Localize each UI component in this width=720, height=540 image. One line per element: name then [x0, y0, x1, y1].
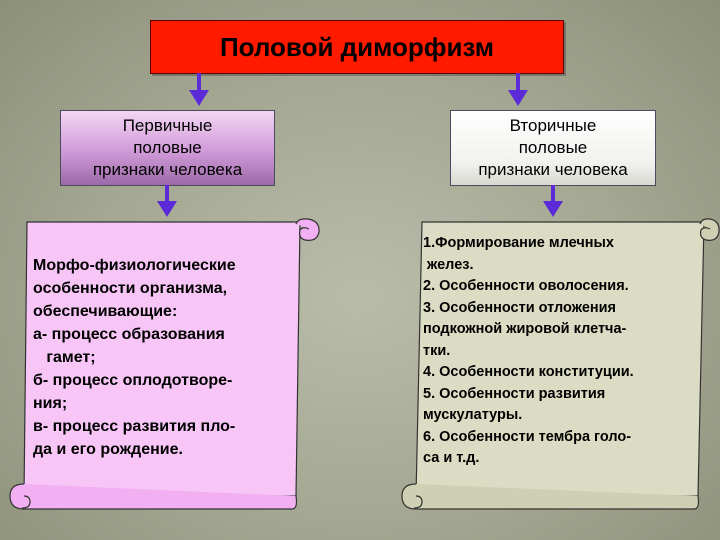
arrow-to-secondary-description — [543, 185, 563, 217]
secondary-description: 1.Формирование млечных желез. 2. Особенности оволосения. 3. Особенности отложения подкожной жировой клетча- тки. 4. Особенности конституции. 5. Особенности развития мускулатуры. 6. Особенности тембра голо- са и т.д. — [423, 235, 634, 466]
arrow-to-secondary — [508, 73, 528, 106]
primary-description: Морфо-физиологические особенности организма, обеспечивающие: а- процесс образования гамет; б- процесс оплодотворе- ния; в- процесс развития пло- да и его рождение. — [33, 257, 236, 458]
secondary-traits-label: Вторичные половые признаки человека — [478, 116, 628, 179]
arrow-to-primary-description — [157, 185, 177, 217]
diagram-title-text: Половой диморфизм — [219, 31, 495, 62]
primary-traits-label: Первичные половые признаки человека — [92, 116, 243, 179]
arrow-to-primary — [189, 73, 209, 106]
